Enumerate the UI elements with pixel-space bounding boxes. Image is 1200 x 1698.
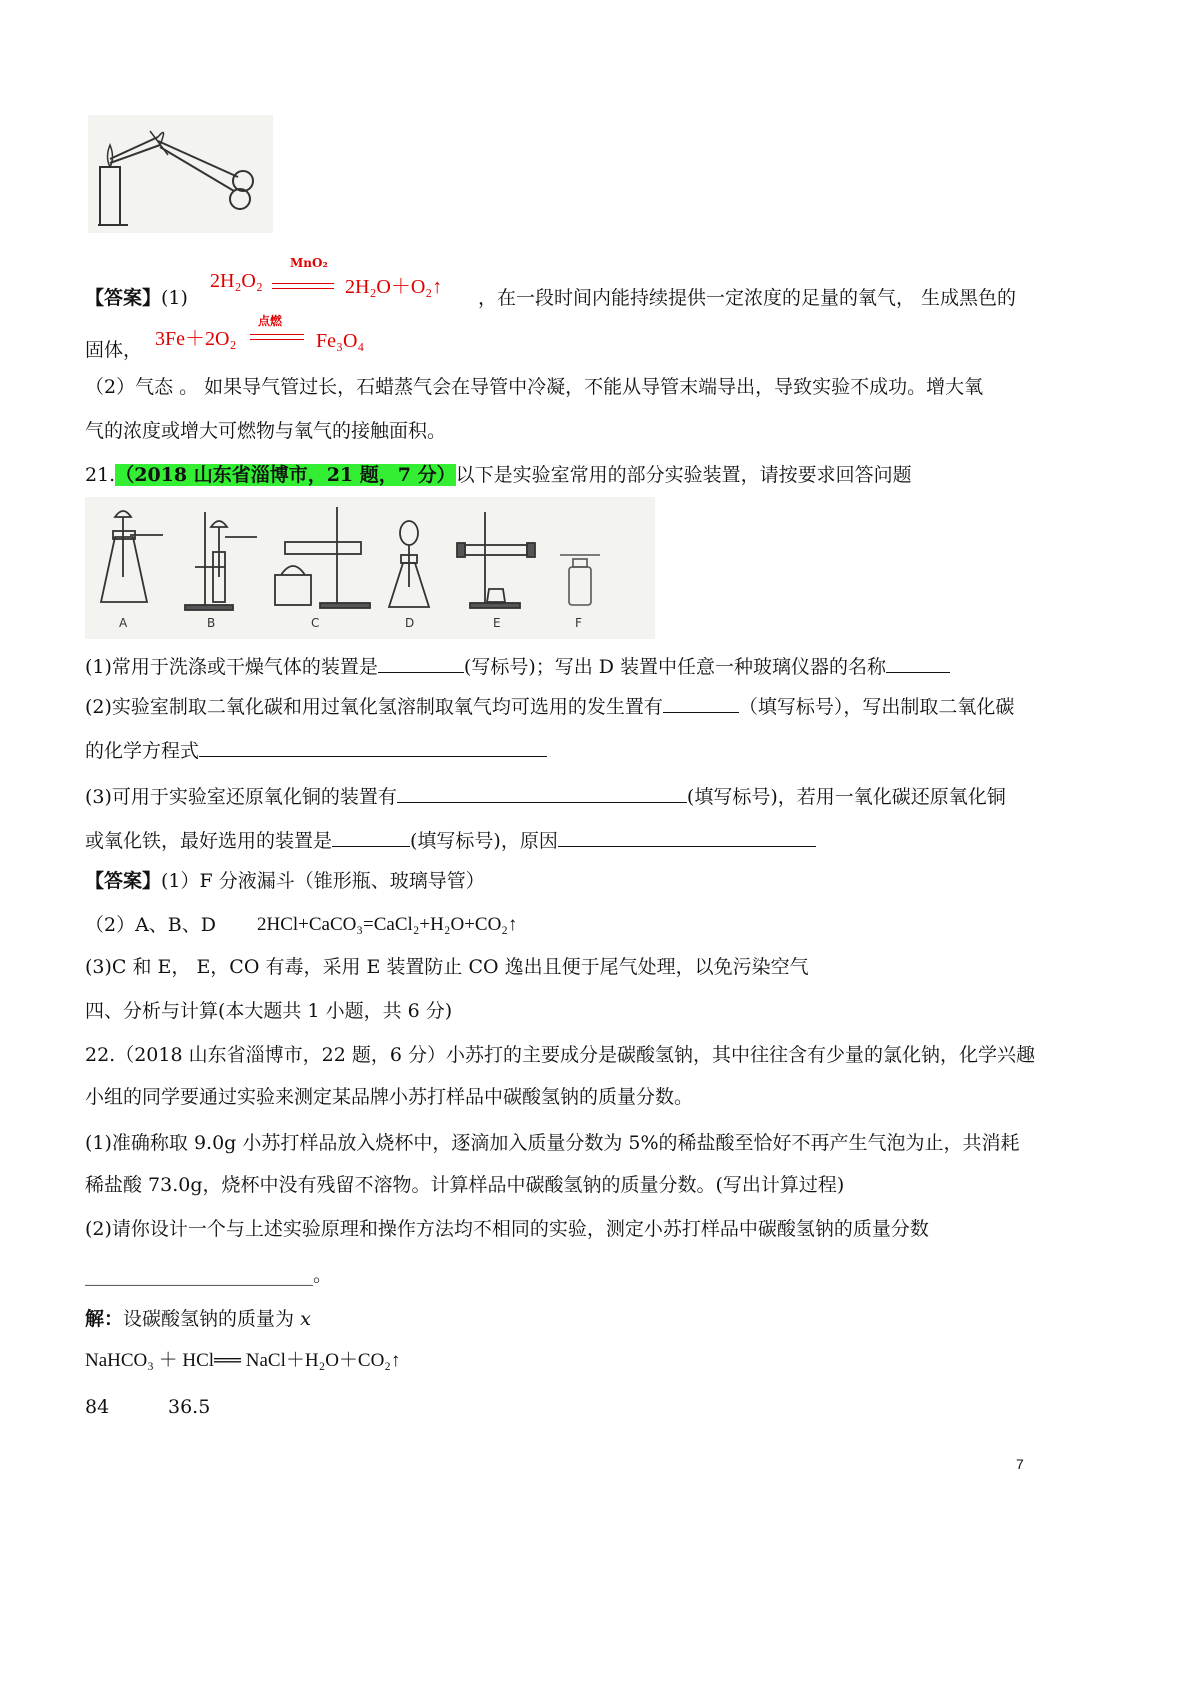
q22-part1-line2: 稀盐酸 73.0g，烧杯中没有残留不溶物。计算样品中碳酸氢钠的质量分数。(写出计算过程) — [85, 1174, 845, 1196]
q21-answer3: (3)C 和 E， E，CO 有毒，采用 E 装置防止 CO 逸出且便于尾气处理，以免污染空气 — [85, 956, 809, 978]
q21-part3-text-a: (3)可用于实验室还原氧化铜的装置有 — [85, 786, 397, 808]
answer-label: 【答案】 — [85, 870, 162, 892]
answer-blank[interactable] — [397, 784, 687, 803]
q21-part2-cont — [85, 736, 547, 766]
answer20-part2-line1: （2）气态 。 如果导气管过长，石蜡蒸气会在导管中冷凝，不能从导管末端导出，导致实验不成功。增大氧 — [85, 376, 984, 398]
q21-part3-text-d: (填写标号)，原因 — [410, 830, 558, 852]
apparatus-label-b: B — [207, 616, 216, 630]
question22-stem-cont: 小组的同学要通过实验来测定某品牌小苏打样品中碳酸氢钠的质量分数。 — [85, 1086, 694, 1108]
q21-answer1 — [85, 866, 485, 896]
q21-answer2 — [85, 910, 216, 940]
q22-blank-line: ________________________。 — [85, 1264, 333, 1286]
molar-mass-nahco3: 84 — [85, 1396, 110, 1418]
question22-header — [85, 1040, 1035, 1070]
q22-part2: (2)请你设计一个与上述实验原理和操作方法均不相同的实验，测定小苏打样品中碳酸氢钠的质量分数 — [85, 1218, 929, 1240]
answer20-line1-tail: ，在一段时间内能持续提供一定浓度的足量的氧气， 生成黑色的 — [478, 287, 1017, 309]
apparatus-label-a: A — [119, 616, 128, 630]
solution-intro — [85, 1304, 311, 1334]
answer20-line1 — [85, 283, 188, 310]
answer-label: 【答案】 — [85, 287, 162, 309]
question-number: 21. — [85, 464, 116, 486]
q21-part3 — [85, 782, 1006, 812]
apparatus-label-f: F — [575, 616, 582, 630]
q21-part1-text-b: (写标号)；写出 D 装置中任意一种玻璃仪器的名称 — [463, 656, 887, 678]
q21-part3-text-c: 或氧化铁，最好选用的装置是 — [85, 830, 333, 852]
answer-blank[interactable] — [886, 654, 950, 673]
question-source: （2018 山东省淄博市，21 题，7 分） — [115, 464, 456, 486]
q21-part2-text-a: (2)实验室制取二氧化碳和用过氧化氢溶制取氧气均可选用的发生置有 — [85, 696, 663, 718]
solution-equation: NaHCO₃ ＋ HCl══ NaCl＋H₂O＋CO₂↑ — [85, 1350, 401, 1371]
answer-blank[interactable] — [378, 654, 464, 673]
part-number: (1) — [161, 287, 188, 309]
apparatus-label-e: E — [493, 616, 501, 630]
equation2-condition: 点燃 — [258, 314, 283, 328]
q21-answer2-text: （2）A、B、D — [85, 914, 217, 936]
solution-text: 设碳酸氢钠的质量为 — [123, 1308, 301, 1330]
equation2-left: 3Fe＋2O₂ — [155, 328, 237, 350]
q21-part3-text-b: (填写标号)，若用一氧化碳还原氧化铜 — [686, 786, 1006, 808]
q22-part1-line1: (1)准确称取 9.0g 小苏打样品放入烧杯中，逐滴加入质量分数为 5%的稀盐酸至恰好不再产生气泡为止，共消耗 — [85, 1132, 1020, 1154]
equation1-condition: MnO₂ — [290, 256, 328, 270]
q21-part2 — [85, 692, 1014, 722]
q21-answer2-equation: 2HCl+CaCO₃=CaCl₂+H₂O+CO₂↑ — [257, 914, 518, 935]
q21-part1 — [85, 652, 950, 682]
figure-tongs-candle — [88, 115, 273, 233]
figure-apparatus — [85, 497, 655, 639]
answer-blank[interactable] — [558, 828, 816, 847]
molar-mass-hcl: 36.5 — [168, 1396, 211, 1418]
question-source: 22.（2018 山东省淄博市，22 题，6 分） — [85, 1044, 446, 1066]
apparatus-label-c: C — [311, 616, 320, 630]
q21-part2-text-c: 的化学方程式 — [85, 740, 200, 762]
equation2-arrow — [250, 334, 304, 340]
question21-header — [85, 460, 912, 490]
apparatus-label-d: D — [405, 616, 415, 630]
answer-blank[interactable] — [332, 828, 410, 847]
answer-blank[interactable] — [663, 694, 739, 713]
page-number: 7 — [1016, 1456, 1024, 1472]
equation1-right: 2H₂O＋O₂↑ — [345, 276, 443, 298]
q21-part3-cont — [85, 826, 816, 856]
equation1-arrow — [272, 283, 334, 289]
answer20-solid: 固体， — [85, 339, 143, 361]
q21-answer1-text: (1）F 分液漏斗（锥形瓶、玻璃导管） — [161, 870, 485, 892]
solution-label: 解： — [85, 1308, 124, 1330]
answer20-part2-line2: 气的浓度或增大可燃物与氧气的接触面积。 — [85, 420, 447, 442]
solution-variable: x — [300, 1308, 311, 1330]
question-stem: 小苏打的主要成分是碳酸氢钠，其中往往含有少量的氯化钠，化学兴趣 — [445, 1044, 1035, 1066]
q21-part2-text-b: （填写标号），写出制取二氧化碳 — [738, 696, 1015, 718]
q21-part1-text-a: (1)常用于洗涤或干燥气体的装置是 — [85, 656, 378, 678]
section-four-heading: 四、分析与计算(本大题共 1 小题，共 6 分) — [85, 1000, 453, 1022]
question-stem: 以下是实验室常用的部分实验装置，请按要求回答问题 — [455, 464, 912, 486]
answer-blank[interactable] — [199, 738, 547, 757]
equation1-left: 2H₂O₂ — [210, 270, 263, 292]
equation2-right: Fe₃O₄ — [316, 330, 365, 352]
